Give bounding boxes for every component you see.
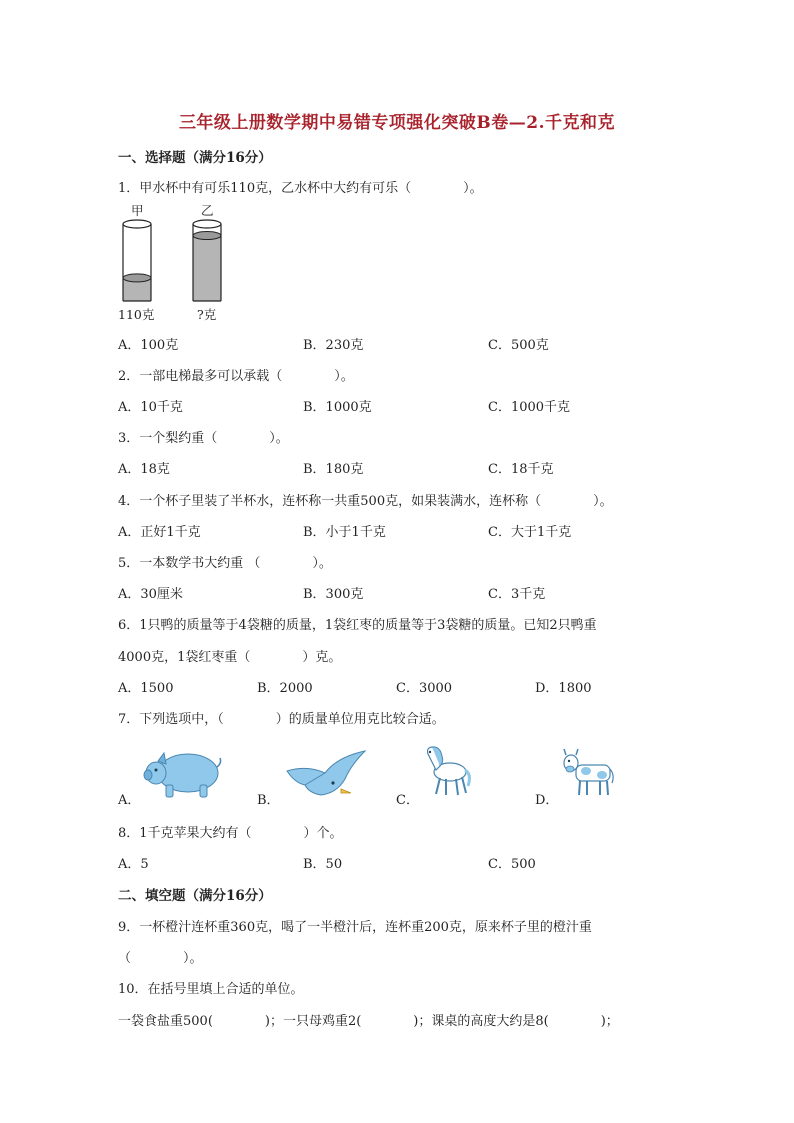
q2-option-a[interactable]: A．10千克 [118,400,183,415]
q5-option-a[interactable]: A．30厘米 [118,587,183,602]
q6-option-c[interactable]: C．3000 [396,681,453,696]
question-6-line-1: 6．1只鸭的质量等于4袋糖的质量，1袋红枣的质量等于3袋糖的质量。已知2只鸭重 [118,618,597,633]
horse-icon [420,744,472,798]
cups-figure [118,218,228,308]
q7-option-b[interactable]: B． [257,793,280,808]
cup-b-weight: ?克 [197,307,217,322]
q8-option-c[interactable]: C．500 [488,857,536,872]
cup-a [123,220,151,301]
section-heading-choice: 一、选择题（满分16分） [118,150,272,166]
pig-icon [144,747,222,799]
question-3: 3．一个梨约重（ ）。 [118,431,289,446]
q2-option-b[interactable]: B．1000克 [303,400,372,415]
q5-option-c[interactable]: C．3千克 [488,587,546,602]
q7-option-d[interactable]: D． [535,793,559,808]
q4-option-a[interactable]: A．正好1千克 [118,525,201,540]
cup-a-label: 甲 [131,203,144,218]
question-8: 8．1千克苹果大约有（ ）个。 [118,826,343,841]
q4-option-b[interactable]: B．小于1千克 [303,525,386,540]
q6-option-a[interactable]: A．1500 [118,681,174,696]
question-9-line-2: （ ）。 [118,951,203,966]
question-2: 2．一部电梯最多可以承载（ ）。 [118,369,354,384]
q8-option-b[interactable]: B．50 [303,857,343,872]
q6-option-b[interactable]: B．2000 [257,681,313,696]
q7-option-c[interactable]: C． [396,793,419,808]
question-4: 4．一个杯子里装了半杯水，连杯称一共重500克，如果装满水，连杯称（ ）。 [118,494,613,509]
cow-icon [560,747,616,799]
question-10-line: 一袋食盐重500( )；一只母鸡重2( )；课桌的高度大约是8( )； [118,1014,619,1029]
q3-option-a[interactable]: A．18克 [118,462,170,477]
question-5: 5．一本数学书大约重 （ ）。 [118,556,332,571]
question-6-line-2: 4000克，1袋红枣重（ ）克。 [118,650,342,665]
question-7: 7．下列选项中，（ ）的质量单位用克比较合适。 [118,712,445,727]
cup-b [193,220,221,301]
q1-option-c[interactable]: C．500克 [488,338,549,353]
q8-option-a[interactable]: A．5 [118,857,149,872]
q1-option-a[interactable]: A．100克 [118,338,179,353]
q6-option-d[interactable]: D．1800 [535,681,592,696]
section-heading-fill: 二、填空题（满分16分） [118,888,272,904]
q5-option-b[interactable]: B．300克 [303,587,364,602]
question-10: 10．在括号里填上合适的单位。 [118,982,304,997]
bird-icon [285,749,371,799]
q1-option-b[interactable]: B．230克 [303,338,364,353]
q3-option-b[interactable]: B．180克 [303,462,364,477]
question-9-line-1: 9．一杯橙汁连杯重360克，喝了一半橙汁后，连杯重200克，原来杯子里的橙汁重 [118,920,592,935]
q4-option-c[interactable]: C．大于1千克 [488,525,572,540]
q2-option-c[interactable]: C．1000千克 [488,400,571,415]
question-1: 1．甲水杯中有可乐110克，乙水杯中大约有可乐（ ）。 [118,181,483,196]
q7-option-a[interactable]: A． [118,793,141,808]
cup-b-label: 乙 [201,203,214,218]
q3-option-c[interactable]: C．18千克 [488,462,554,477]
cup-a-weight: 110克 [118,307,155,322]
page-title: 三年级上册数学期中易错专项强化突破B卷—2.千克和克 [178,113,616,133]
